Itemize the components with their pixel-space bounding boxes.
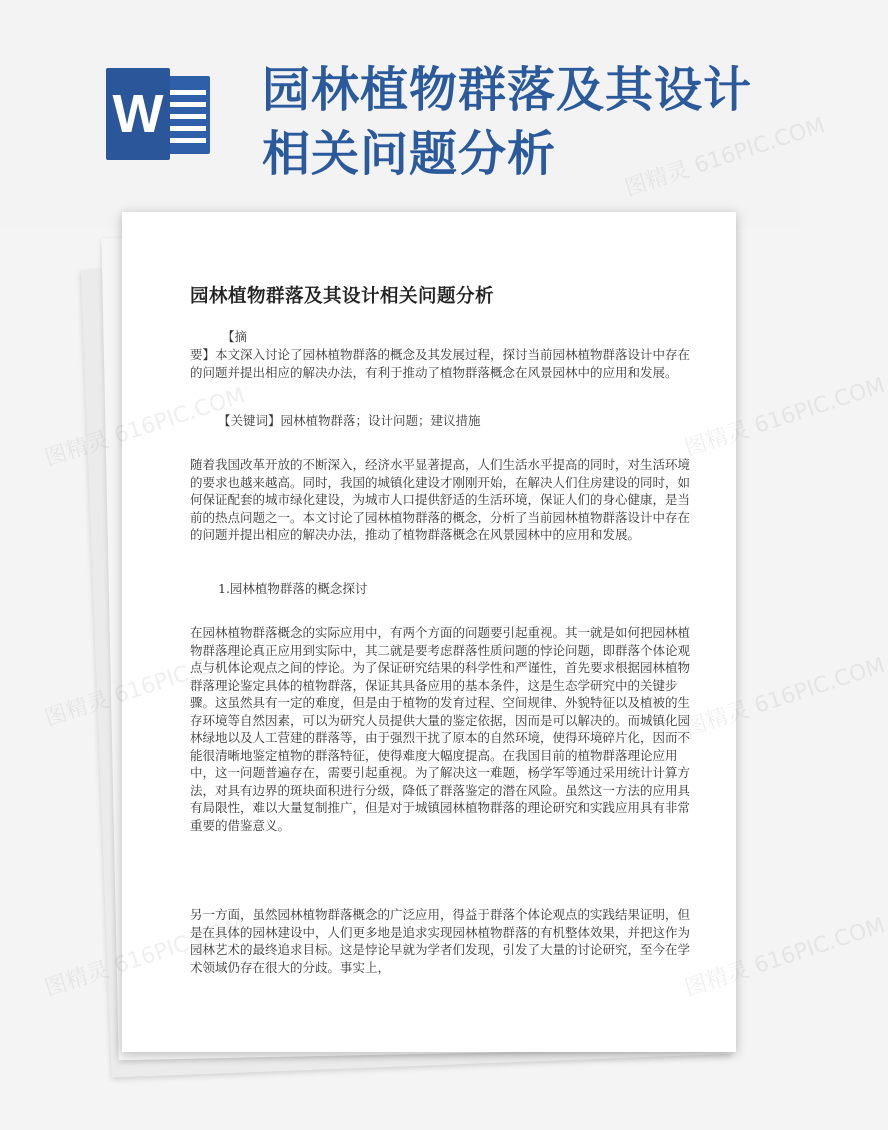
banner-title-line2: 相关问题分析 (262, 126, 557, 182)
body-paragraph: 在园林植物群落概念的实际应用中，有两个方面的问题要引起重视。其一就是如何把园林植物群落理论真正应用到实际中，其二就是要考虑群落性质问题的悖论问题，即群落个体论观点与机体论观点之间的悖论。为了保证研究结果的科学性和严谨性，首先要求根据园林植物群落理论鉴定具体的植物群落，保证其具备应用的基本条件，这是生态学研究中的关键步骤。这虽然具有一定的难度，但是由于植物的发育过程、空间规律、外貌特征以及植被的生存环境等自然因素，可以为研究人员提供大量的鉴定依据，因而是可以解决的。而城镇化园林绿地以及人工营建的群落等，由于强烈干扰了原本的自然环境，使得环境碎片化，因而不能很清晰地鉴定植物的群落特征，使得难度大幅度提高。在我国目前的植物群落理论应用中，这一问题普遍存在，需要引起重视。为了解决这一难题，杨学军等通过采用统计计算方法，对具有边界的斑块面积进行分级，降低了群落鉴定的潜在风险。虽然这一方法的应用具有局限性，难以大量复制推广，但是对于城镇园林植物群落的理论研究和实践应用具有非常重要的借鉴意义。 (190, 625, 691, 833)
word-document-icon: W (106, 68, 214, 160)
document-page (122, 212, 736, 1052)
watermark: 图精灵 616PIC.COM (681, 913, 888, 1002)
watermark: 图精灵 (41, 427, 113, 472)
watermark: 图精灵 616PIC.COM (681, 373, 888, 462)
abstract-label: 【摘 (222, 329, 248, 344)
watermark: 图精灵 (41, 957, 113, 1002)
watermark: 图精灵 (41, 687, 113, 732)
section-heading: 1.园林植物群落的概念探讨 (218, 581, 368, 596)
abstract-body: 要】本文深入讨论了园林植物群落的概念及其发展过程，探讨当前园林植物群落设计中存在的问题并提出相应的解决办法，有利于推动了植物群落概念在风景园林中的应用和发展。 (190, 347, 691, 380)
banner-title-line1: 园林植物群落及其设计 (262, 62, 753, 118)
banner-title (262, 58, 782, 186)
watermark: 图精灵 616PIC.COM (681, 653, 888, 742)
intro-paragraph: 随着我国改革开放的不断深入，经济水平显著提高，人们生活水平提高的同时，对生活环境的要求也越来越高。同时，我国的城镇化建设才刚刚开始，在解决人们住房建设的同时，如何保证配套的城市绿化建设，为城市人口提供舒适的生活环境，保证人们的身心健康，是当前的热点问题之一。本文讨论了园林植物群落的概念，分析了当前园林植物群落设计中存在的问题并提出相应的解决办法，推动了植物群落概念在风景园林中的应用和发展。 (190, 457, 691, 542)
keywords: 【关键词】园林植物群落；设计问题；建议措施 (218, 413, 481, 428)
document-title: 园林植物群落及其设计相关问题分析 (190, 286, 495, 307)
body-paragraph: 另一方面，虽然园林植物群落概念的广泛应用，得益于群落个体论观点的实践结果证明，但是在具体的园林建设中，人们更多地是追求实现园林植物群落的有机整体效果，并把这作为园林艺术的最终追求目标。这是悖论早就为学者们发现，引发了大量的讨论研究，至今在学术领域仍存在很大的分歧。事实上， (190, 907, 691, 975)
